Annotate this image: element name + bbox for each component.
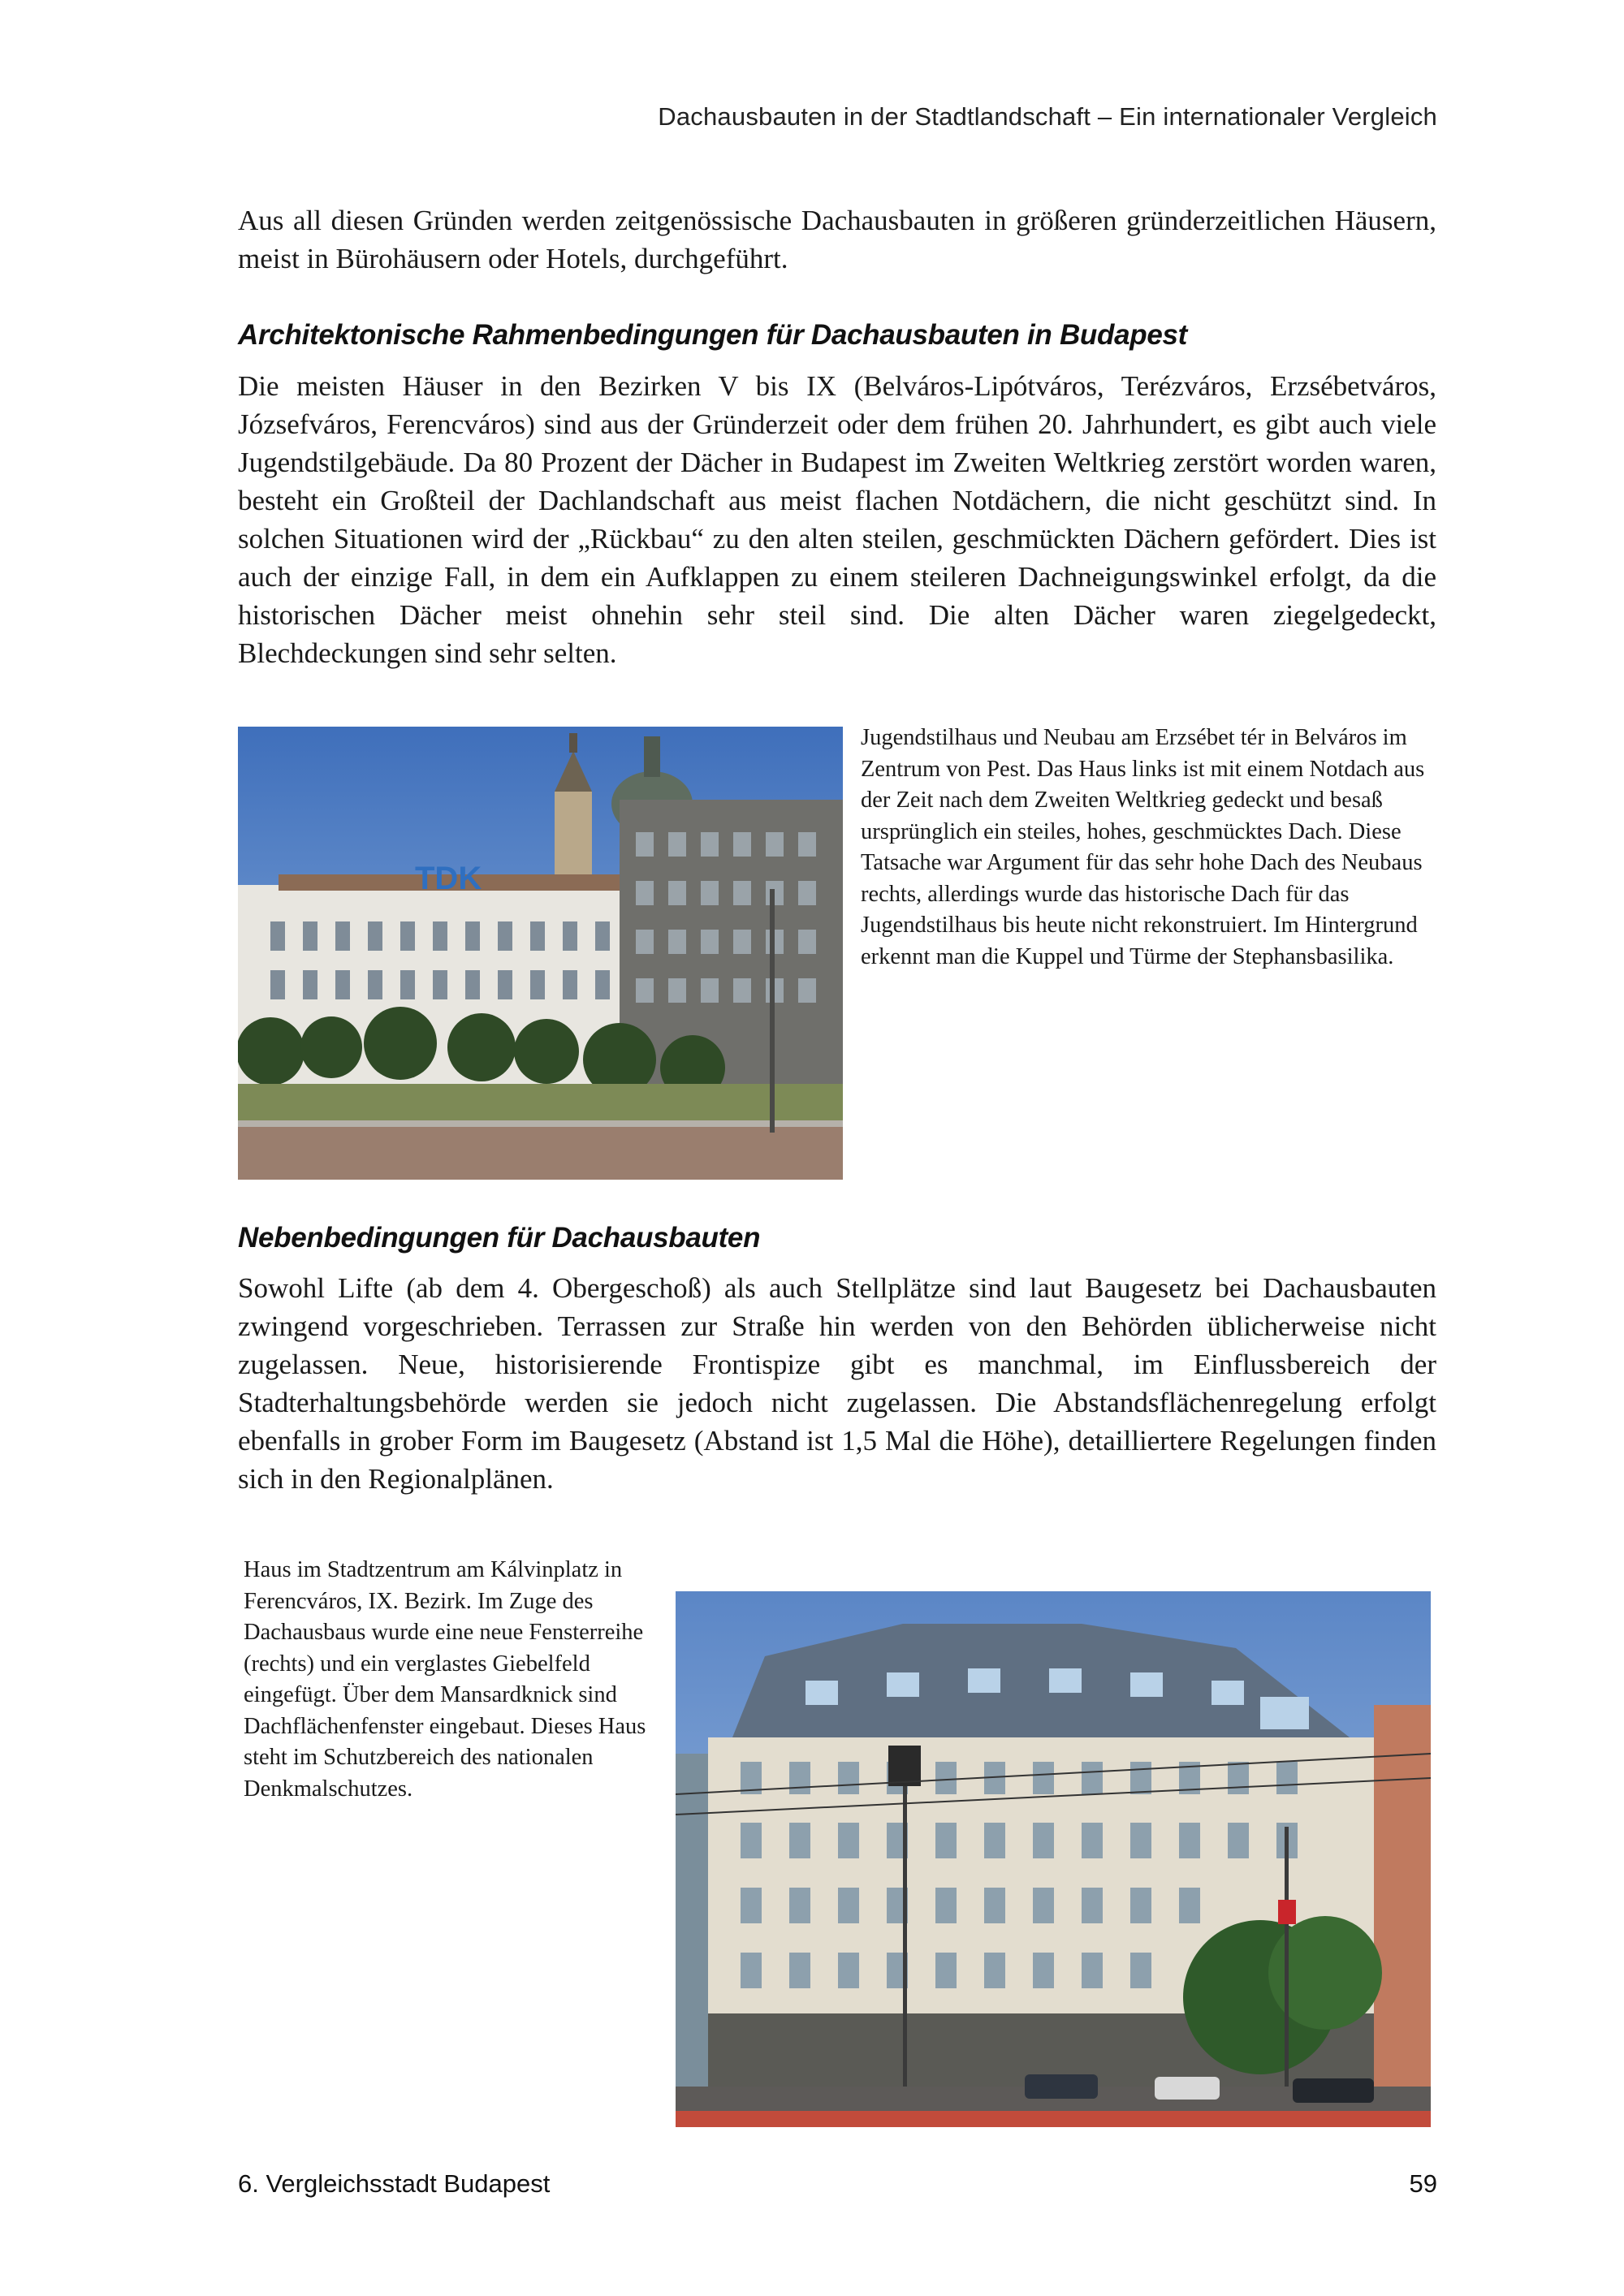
footer-section: 6. Vergleichsstadt Budapest xyxy=(238,2169,551,2198)
running-header: Dachausbauten in der Stadtlandschaft – Ein internationaler Vergleich xyxy=(658,102,1437,131)
heading-constraints: Nebenbedingungen für Dachausbauten xyxy=(238,1222,761,1254)
architecture-paragraph: Die meisten Häuser in den Bezirken V bis IX (Belváros-Lipótváros, Terézváros, Erzsébetváros, Józsefváros, Ferencváros) sind aus der Gründerzeit oder dem frühen 20. Jahrhundert, es gibt auch viele Jugendstilgebäude. Da 80 Prozent der Dächer in Budapest im Zweiten Weltkrieg zerstört worden waren, besteht ein Großteil der Dachlandschaft aus meist flachen Notdächern, die nicht geschützt sind. In solchen Situationen wird der „Rückbau“ zu den alten steilen, geschmückten Dächern gefördert. Dies ist auch der einzige Fall, in dem ein Aufklappen zu einem steileren Dachneigungswinkel erfolgt, da die historischen Dächer meist ohnehin sehr steil sind. Die alten Dächer waren ziegelgedeckt, Blechdeckungen sind sehr selten. xyxy=(238,370,1436,669)
kalvin-caption: Haus im Stadtzentrum am Kálvinplatz in Ferencváros, IX. Bezirk. Im Zuge des Dachausbaus wurde eine neue Fensterreihe (rechts) und ein verglastes Giebelfeld eingefügt. Über dem Mansardknick sind Dachflächenfenster eingebaut. Dieses Haus steht im Schutzbereich des nationalen Denkmalschutzes. xyxy=(244,1557,646,1802)
kalvin-ter-photo xyxy=(676,1591,1431,2127)
erzsebet-caption: Jugendstilhaus und Neubau am Erzsébet tér in Belváros im Zentrum von Pest. Das Haus links ist mit einem Notdach aus der Zeit nach dem Zweiten Weltkrieg gedeckt und besaß ursprünglich ein steiles, hohes, geschmücktes Dach. Diese Tatsache war Argument für das sehr hohe Dach des Neubaus rechts, allerdings wurde das historische Dach für das Jugendstilhaus bis heute nicht rekonstruiert. Im Hintergrund erkennt man die Kuppel und Türme der Stephansbasilika. xyxy=(861,725,1425,969)
erzsebet-ter-photo xyxy=(238,727,843,1180)
intro-paragraph: Aus all diesen Gründen werden zeitgenössische Dachausbauten in größeren gründerzeitlichen Häusern, meist in Bürohäusern oder Hotels, durchgeführt. xyxy=(238,205,1436,274)
heading-architecture: Architektonische Rahmenbedingungen für Dachausbauten in Budapest xyxy=(238,319,1188,351)
tdk-sign-text: TDK xyxy=(415,861,482,896)
constraints-paragraph: Sowohl Lifte (ab dem 4. Obergeschoß) als auch Stellplätze sind laut Baugesetz bei Dachausbauten zwingend vorgeschrieben. Terrassen zur Straße hin werden von den Behörden üblicherweise nicht zugelassen. Neue, historisierende Frontispize gibt es manchmal, im Einflussbereich der Stadterhaltungsbehörde werden sie jedoch nicht zugelassen. Die Abstandsflächenregelung erfolgt ebenfalls in grober Form im Baugesetz (Abstand ist 1,5 Mal die Höhe), detailliertere Regelungen finden sich in den Regionalplänen. xyxy=(238,1272,1436,1495)
page-number: 59 xyxy=(1409,2169,1437,2198)
